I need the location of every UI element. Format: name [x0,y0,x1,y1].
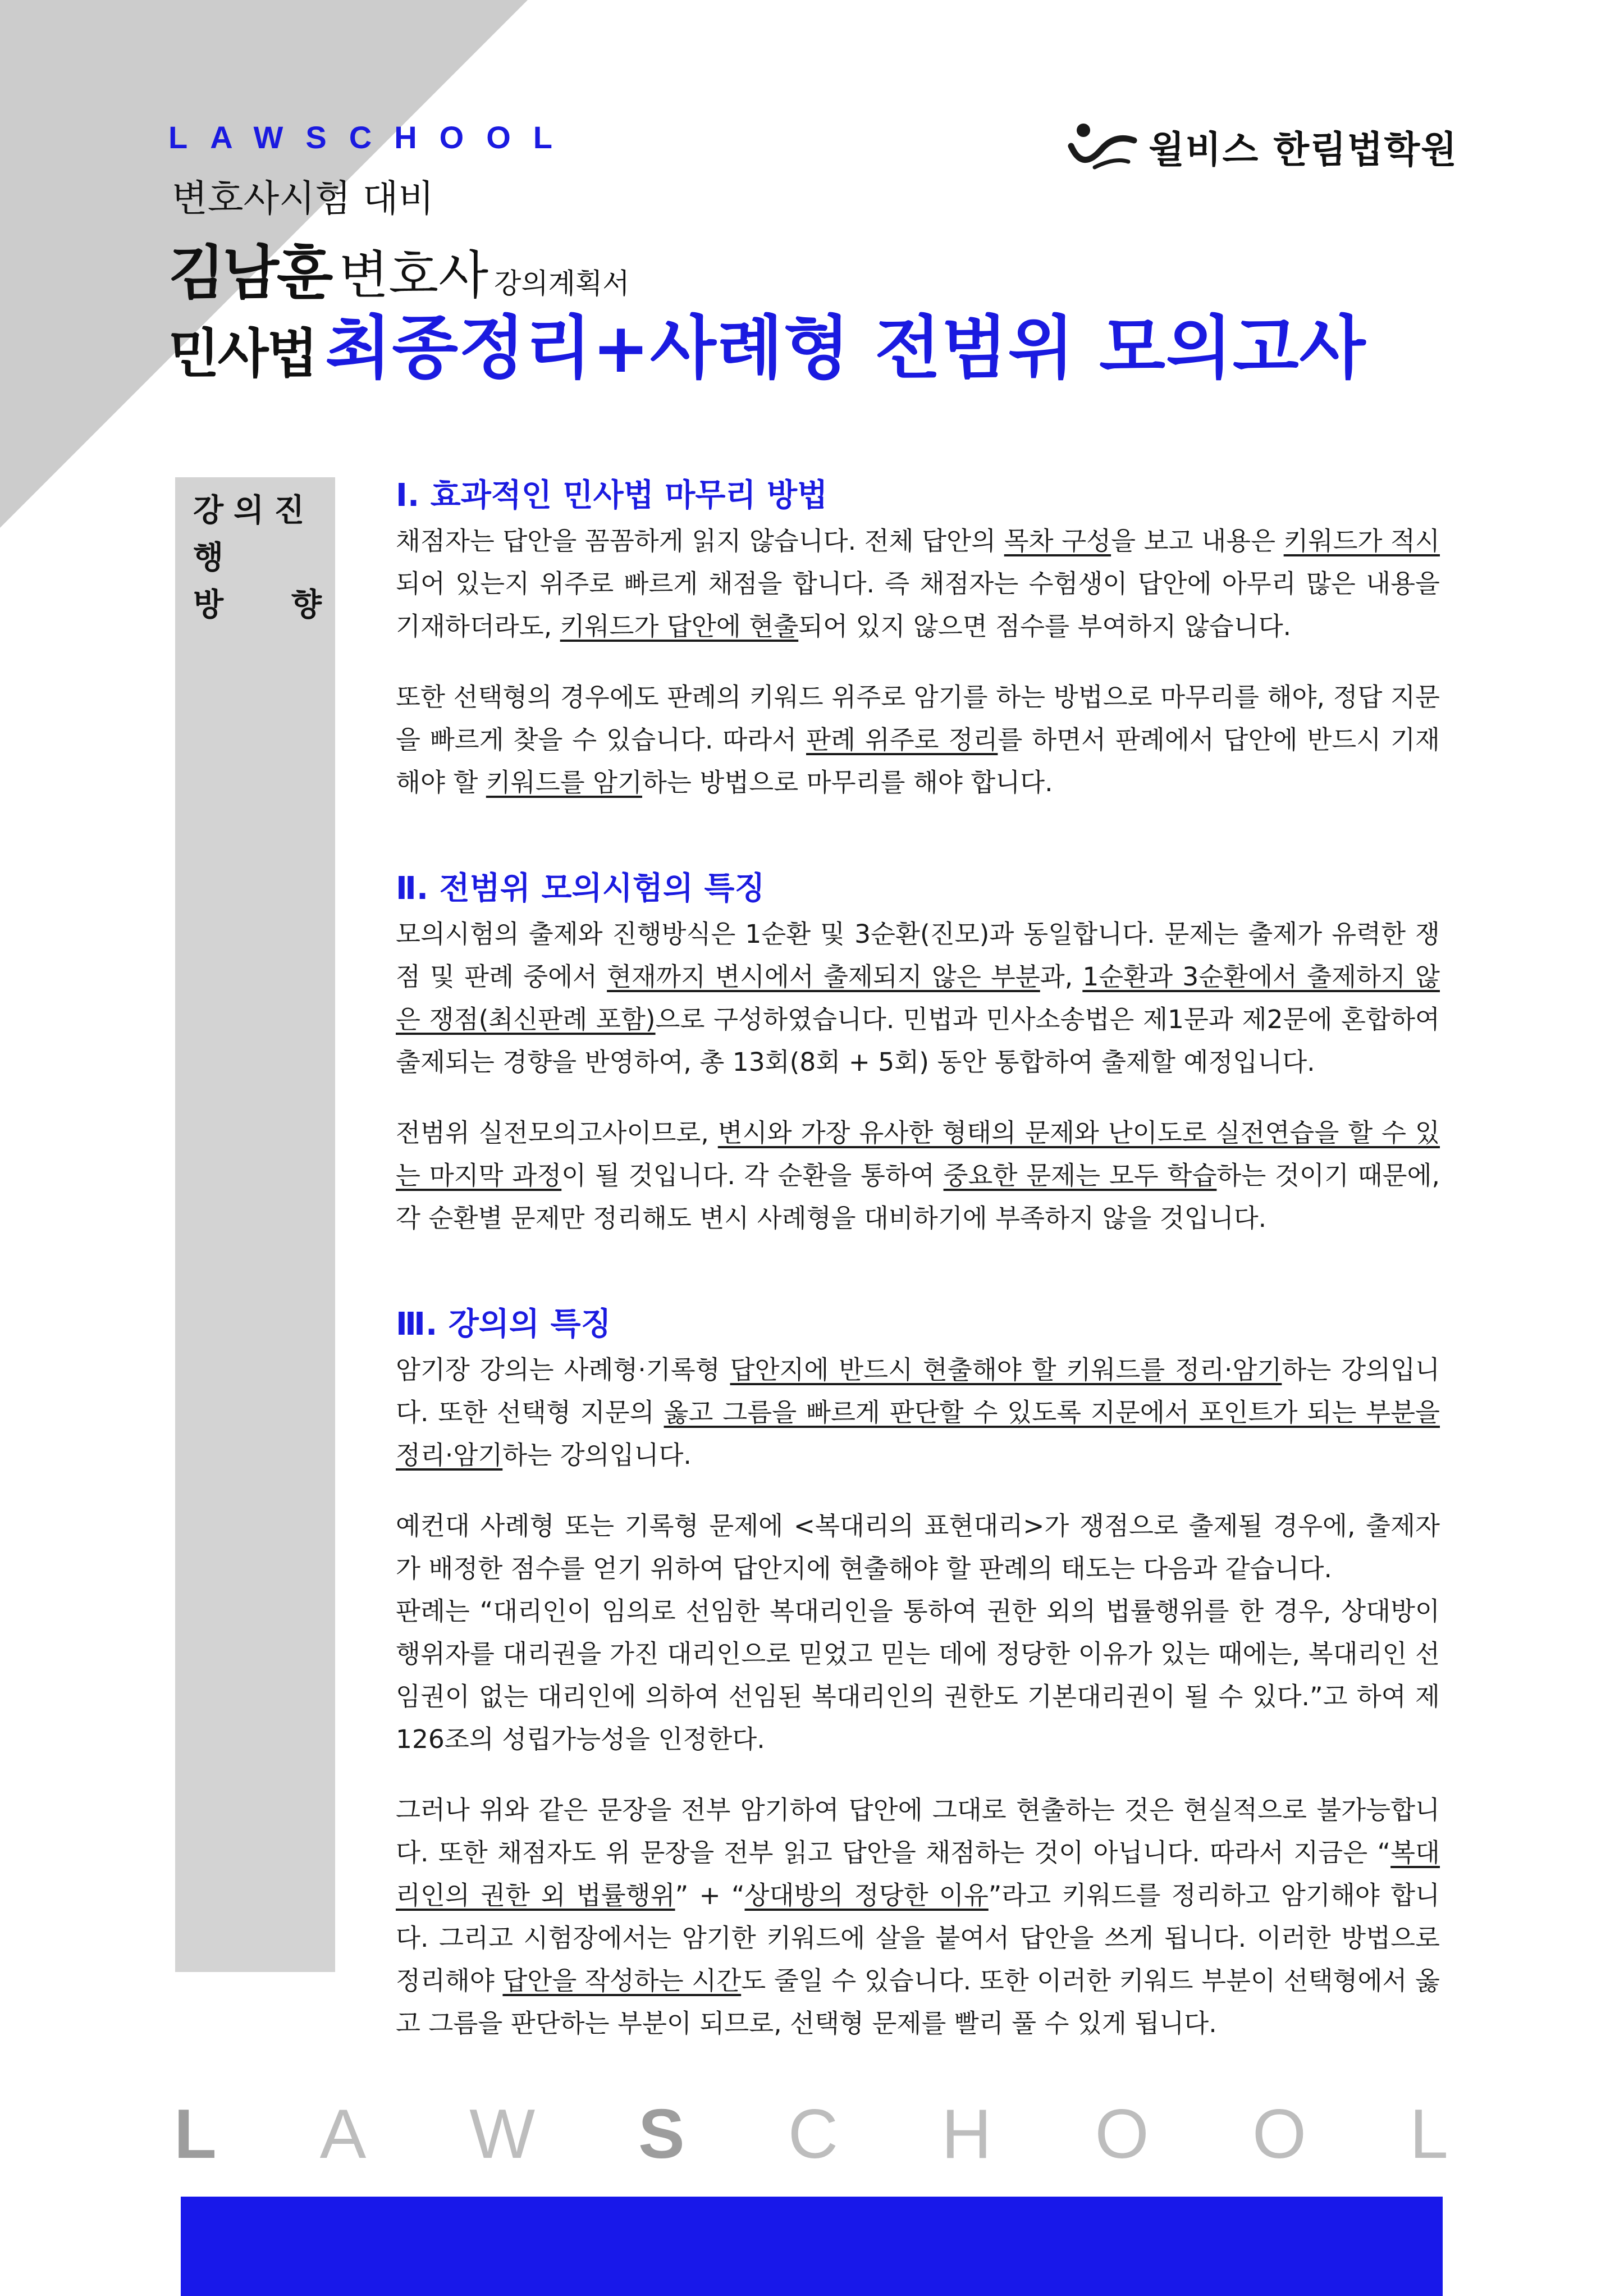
footer-letter: W [469,2096,536,2173]
logo-mark-icon [1067,118,1140,174]
footer-letter: A [319,2096,367,2173]
footer-letter: C [788,2096,839,2173]
keyword-underline: 키워드가 적시 [1283,526,1440,556]
sidebar-label-char: 향 [291,587,322,623]
section-paragraph: 암기장 강의는 사례형·기록형 답안지에 반드시 현출해야 할 키워드를 정리·암기하는 강의입니다. 또한 선택형 지문의 옳고 그름을 빠르게 판단할 수 있도록 지문에서 포인트가 되는 부분을 정리·암기하는 강의입니다. [396,1355,1440,1470]
section-paragraph: 채점자는 답안을 꼼꼼하게 읽지 않습니다. 전체 답안의 목차 구성을 보고 내용은 키워드가 적시되어 있는지 위주로 빠르게 채점을 합니다. 즉 채점자는 수험생이 답안에 아무리 많은 내용을 기재하더라도, 키워드가 답안에 현출되어 있지 않으면 점수를 부여하지 않습니다. [396,526,1440,641]
footer-letter: H [941,2096,992,2173]
main-content [396,472,1440,2045]
section-title: Ⅲ. 강의의 특징 [396,1306,611,1343]
section-paragraph: 모의시험의 출제와 진행방식은 1순환 및 3순환(진모)과 동일합니다. 문제는 출제가 유력한 쟁점 및 판례 중에서 현재까지 변시에서 출제되지 않은 부분과, 1순환과 3순환에서 출제하지 않은 쟁점(최신판례 포함)으로 구성하였습니다. 민법과 민사소송법은 제1문과 제2문에 혼합하여 출제되는 경향을 반영하여, 총 13회(8회 + 5회) 동안 통합하여 출제할 예정입니다. [396,919,1440,1077]
section-title: Ⅰ. 효과적인 민사법 마무리 방법 [396,477,828,514]
keyword-underline: 답안지에 반드시 현출해야 할 키워드를 정리·암기 [730,1355,1282,1385]
footer-letter: L [174,2096,217,2173]
lawschool-brand: LAWSCHOOL [168,120,575,155]
keyword-underline: 1순환과 3순환에서 출제하지 않은 쟁점(최신판례 포함) [396,962,1440,1034]
instructor-role: 변호사 [338,245,489,305]
keyword-underline: 옳고 그름을 빠르게 판단할 수 있도록 지문에서 포인트가 되는 부분을 정리·암기 [396,1398,1440,1470]
section-paragraph: 판례는 “대리인이 임의로 선임한 복대리인을 통하여 권한 외의 법률행위를 한 경우, 상대방이 행위자를 대리권을 가진 대리인으로 믿었고 믿는 데에 정당한 이유가 있는 때에는, 복대리인 선임권이 없는 대리인에 의하여 선임된 복대리인의 권한도 기본대리권이 될 수 있다.”고 하여 제126조의 성립가능성을 인정한다. [396,1596,1440,1754]
course-heading [168,293,1366,391]
instructor-name: 김남훈 [168,239,331,307]
keyword-underline: 키워드가 답안에 현출 [560,611,799,641]
footer-letter: L [1410,2096,1448,2173]
footer-letter: S [638,2096,685,2173]
footer-letter: O [1095,2096,1149,2173]
section-paragraph: 또한 선택형의 경우에도 판례의 키워드 위주로 암기를 하는 방법으로 마무리를 해야, 정답 지문을 빠르게 찾을 수 있습니다. 따라서 판례 위주로 정리를 하면서 판례에서 답안에 반드시 기재해야 할 키워드를 암기하는 방법으로 마무리를 해야 합니다. [396,682,1440,797]
keyword-underline: 변시와 가장 유사한 형태의 문제와 난이도로 실전연습을 할 수 있는 마지막 과정 [396,1118,1440,1190]
sidebar-label-line1: 강의진행 [193,492,315,576]
keyword-underline: 답안을 작성하는 시간 [502,1966,742,1996]
sidebar-panel [175,477,335,1972]
exam-prep-label: 변호사시험 대비 [172,177,434,220]
sidebar-label [175,477,335,629]
course-subject: 민사법 [168,323,317,385]
keyword-underline: 상대방의 정당한 이유 [744,1880,989,1910]
document-type: 강의계획서 [494,267,630,300]
section-paragraph: 전범위 실전모의고사이므로, 변시와 가장 유사한 형태의 문제와 난이도로 실전연습을 할 수 있는 마지막 과정이 될 것입니다. 각 순환을 통하여 중요한 문제는 모두 학습하는 것이기 때문에, 각 순환별 문제만 정리해도 변시 사례형을 대비하기에 부족하지 않을 것입니다. [396,1118,1440,1233]
keyword-underline: 현재까지 변시에서 출제되지 않은 부분 [607,962,1040,992]
section-paragraph: 예컨대 사례형 또는 기록형 문제에 <복대리의 표현대리>가 쟁점으로 출제될 경우에, 출제자가 배정한 점수를 얻기 위하여 답안지에 현출해야 할 판례의 태도는 다음과 같습니다. [396,1511,1440,1583]
course-title: 최종정리+사례형 전범위 모의고사 [325,308,1366,388]
keyword-underline: 중요한 문제는 모두 학습 [943,1161,1217,1190]
keyword-underline: 판례 위주로 정리 [806,725,998,755]
academy-logo [1067,118,1458,174]
keyword-underline: 목차 구성 [1004,526,1111,556]
section-title: Ⅱ. 전범위 모의시험의 특징 [396,870,765,907]
keyword-underline: 복대리인의 권한 외 법률행위 [396,1838,1440,1910]
footer-brand [174,2094,1448,2174]
sidebar-label-line2 [193,582,322,629]
keyword-underline: 키워드를 암기 [486,768,642,797]
section-paragraph: 그러나 위와 같은 문장을 전부 암기하여 답안에 그대로 현출하는 것은 현실적으로 불가능합니다. 또한 채점자도 위 문장을 전부 읽고 답안을 채점하는 것이 아닙니다. 따라서 지금은 “복대리인의 권한 외 법률행위” + “상대방의 정당한 이유”라고 키워드를 정리하고 암기해야 합니다. 그리고 시험장에서는 암기한 키워드에 살을 붙여서 답안을 쓰게 됩니다. 이러한 방법으로 정리해야 답안을 작성하는 시간도 줄일 수 있습니다. 또한 이러한 키워드 부분이 선택형에서 옳고 그름을 판단하는 부분이 되므로, 선택형 문제를 빨리 풀 수 있게 됩니다. [396,1795,1440,2038]
footer-bar [181,2197,1443,2296]
logo-text: 윌비스 한림법학원 [1149,127,1458,171]
sidebar-label-char: 방 [193,587,224,623]
footer-letter: O [1252,2096,1307,2173]
